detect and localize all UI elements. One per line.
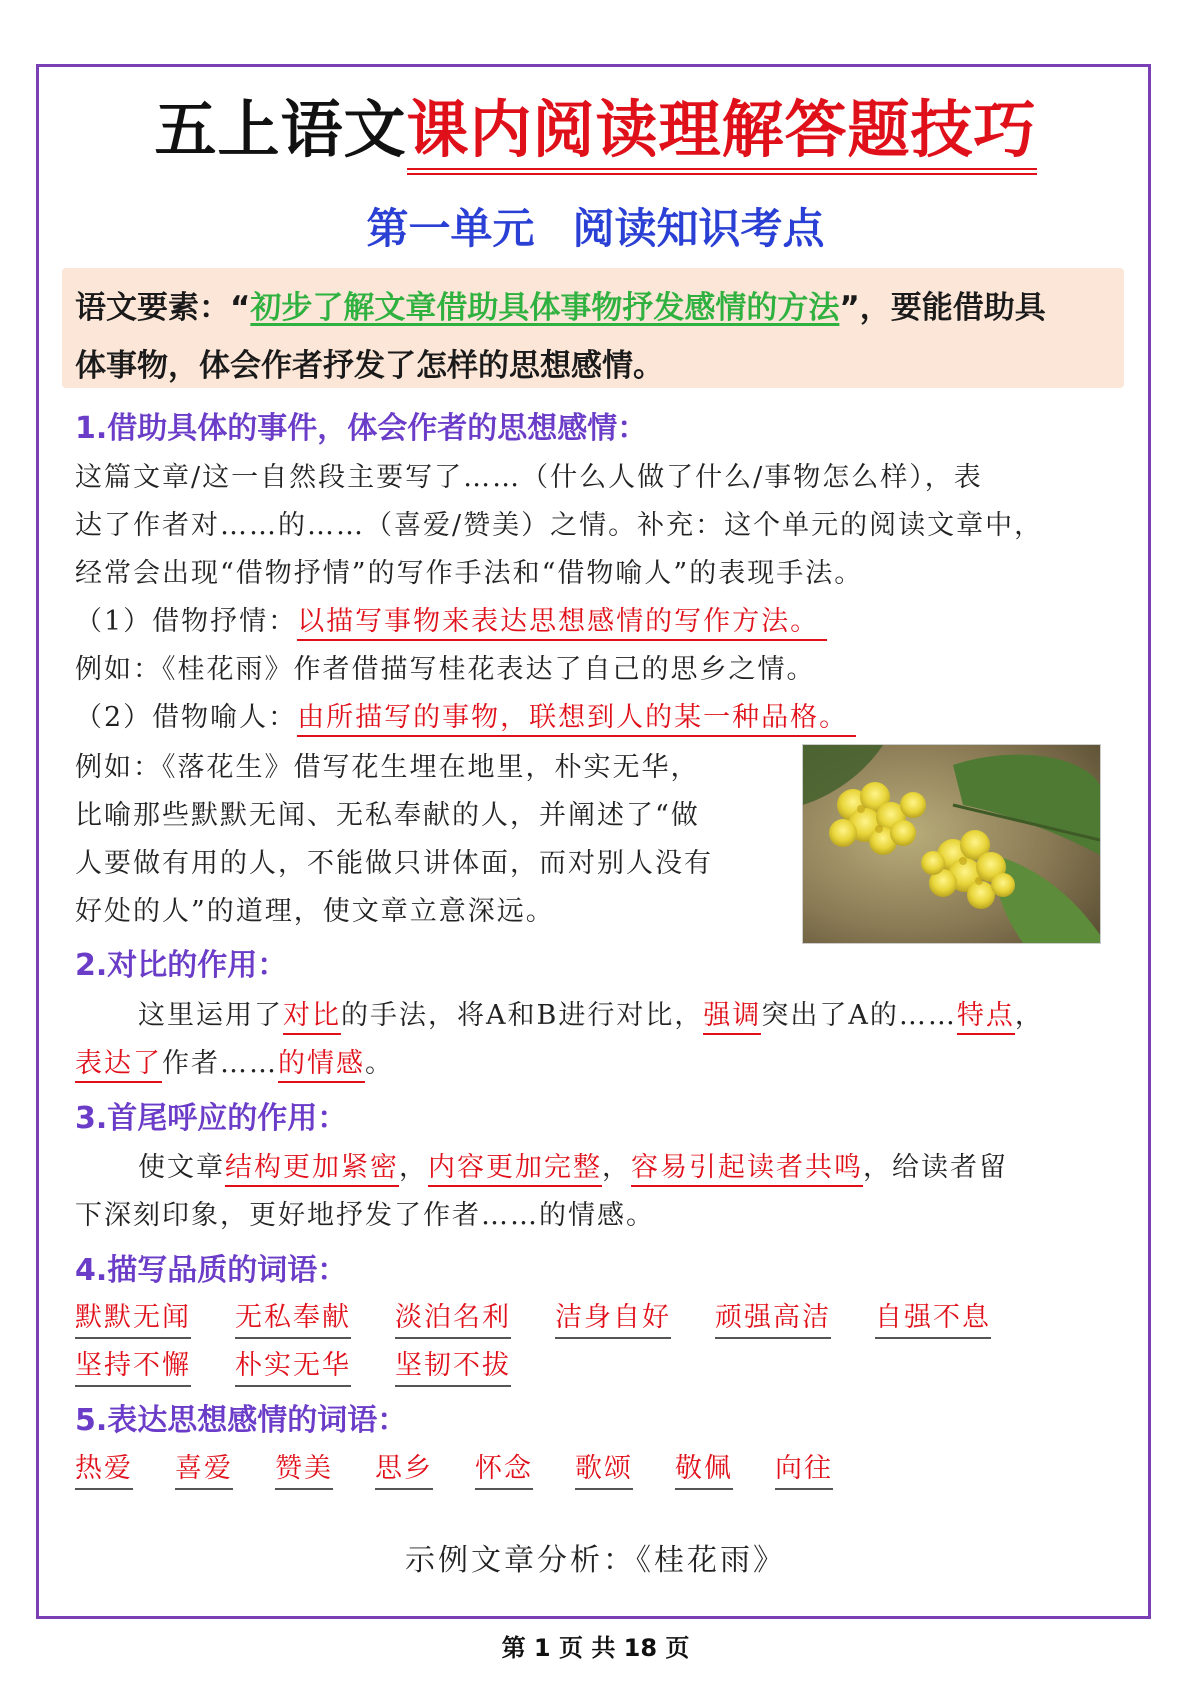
item-2 [75, 695, 856, 734]
page-number: 第 1 页 共 18 页 [501, 1634, 690, 1662]
text-run: ， [602, 1152, 631, 1183]
text-run: ， [1014, 1000, 1044, 1031]
key-element-rest: ，要能借助具 [859, 290, 1046, 326]
section-2-heading: 2.对比的作用： [75, 948, 288, 983]
section-1-paragraph-line: 经常会出现“借物抒情”的写作手法和“借物喻人”的表现手法。 [75, 558, 864, 589]
item-2-label: （2）借物喻人： [75, 702, 298, 733]
quality-word: 朴实无华 [235, 1343, 351, 1387]
text-run: 这里运用了 [138, 1000, 283, 1031]
example-2-line: 例如：《落花生》借写花生埋在地里，朴实无华， [75, 752, 700, 783]
section-1-paragraph-line: 达了作者对……的……（喜爱/赞美）之情。补充：这个单元的阅读文章中， [75, 510, 1044, 541]
item-1-label: （1）借物抒情： [75, 606, 298, 637]
quality-word: 淡泊名利 [395, 1295, 511, 1339]
title-prefix: 五上语文 [154, 93, 407, 166]
section-3-heading: 3.首尾呼应的作用： [75, 1101, 348, 1136]
emotion-word: 向往 [775, 1446, 833, 1490]
emotion-word: 赞美 [275, 1446, 333, 1490]
keyword-contrast: 对比 [283, 1000, 341, 1035]
keyword-emotion: 的情感 [278, 1048, 365, 1083]
item-1 [75, 599, 827, 638]
section-1-paragraph-line: 这篇文章/这一自然段主要写了……（什么人做了什么/事物怎么样），表 [75, 462, 983, 493]
emotion-word: 敬佩 [675, 1446, 733, 1490]
key-element-highlight: 初步了解文章借助具体事物抒发感情的方法 [250, 290, 840, 326]
quote-close: ” [839, 290, 860, 326]
key-element-label: 语文要素： [75, 290, 230, 326]
emotion-word: 思乡 [375, 1446, 433, 1490]
text-run: 的手法，将A和B进行对比， [341, 1000, 704, 1031]
section-5-heading: 5.表达思想感情的词语： [75, 1403, 408, 1438]
quality-words-row-1 [75, 1295, 991, 1339]
quality-word: 顽强高洁 [715, 1295, 831, 1339]
item-2-definition: 由所描写的事物，联想到人的某一种品格。 [297, 702, 856, 737]
section-3-line-2: 下深刻印象，更好地抒发了作者……的情感。 [75, 1200, 655, 1231]
quality-word: 洁身自好 [555, 1295, 671, 1339]
text-run: 。 [365, 1048, 394, 1079]
emotion-word: 歌颂 [575, 1446, 633, 1490]
emotion-word: 怀念 [475, 1446, 533, 1490]
osmanthus-photo [802, 744, 1101, 944]
section-2-line-2 [75, 1041, 394, 1080]
keyword-content: 内容更加完整 [428, 1152, 602, 1187]
keyword-feature: 特点 [957, 1000, 1015, 1035]
emotion-word: 热爱 [75, 1446, 133, 1490]
quote-open: “ [230, 290, 251, 326]
section-1-heading: 1.借助具体的事件，体会作者的思想感情： [75, 411, 648, 446]
quality-word: 默默无闻 [75, 1295, 191, 1339]
keyword-structure: 结构更加紧密 [225, 1152, 399, 1187]
example-1: 例如：《桂花雨》作者借描写桂花表达了自己的思乡之情。 [75, 654, 816, 685]
text-run: ，给读者留 [863, 1152, 1008, 1183]
key-element-line-1 [75, 282, 1046, 327]
text-run: 突出了A的…… [761, 1000, 957, 1031]
section-4-heading: 4.描写品质的词语： [75, 1253, 348, 1288]
example-2-line: 人要做有用的人，不能做只讲体面，而对别人没有 [75, 848, 713, 879]
emotion-word: 喜爱 [175, 1446, 233, 1490]
keyword-resonance: 容易引起读者共鸣 [631, 1152, 863, 1187]
page-title [0, 90, 1191, 170]
key-element-line-2: 体事物，体会作者抒发了怎样的思想感情。 [75, 348, 664, 384]
quality-word: 坚韧不拔 [395, 1343, 511, 1387]
keyword-express: 表达了 [75, 1048, 162, 1083]
quality-word: 无私奉献 [235, 1295, 351, 1339]
section-2-line-1 [138, 993, 1044, 1032]
unit-label: 第一单元 [366, 204, 535, 253]
text-run: ， [399, 1152, 428, 1183]
item-1-definition: 以描写事物来表达思想感情的写作方法。 [297, 606, 827, 641]
text-run: 使文章 [138, 1152, 225, 1183]
quality-word: 坚持不懈 [75, 1343, 191, 1387]
unit-subtitle [0, 196, 1191, 256]
text-run: 作者…… [162, 1048, 278, 1079]
example-2-line: 比喻那些默默无闻、无私奉献的人，并阐述了“做 [75, 800, 700, 831]
example-article-title: 示例文章分析：《桂花雨》 [405, 1543, 786, 1578]
keyword-emphasize: 强调 [703, 1000, 761, 1035]
emotion-words-row [75, 1446, 833, 1490]
title-main: 课内阅读理解答题技巧 [407, 93, 1037, 175]
unit-topic: 阅读知识考点 [572, 204, 825, 253]
section-3-line-1 [138, 1145, 1008, 1184]
quality-words-row-2 [75, 1343, 511, 1387]
example-2-line: 好处的人”的道理，使文章立意深远。 [75, 896, 555, 927]
quality-word: 自强不息 [875, 1295, 991, 1339]
